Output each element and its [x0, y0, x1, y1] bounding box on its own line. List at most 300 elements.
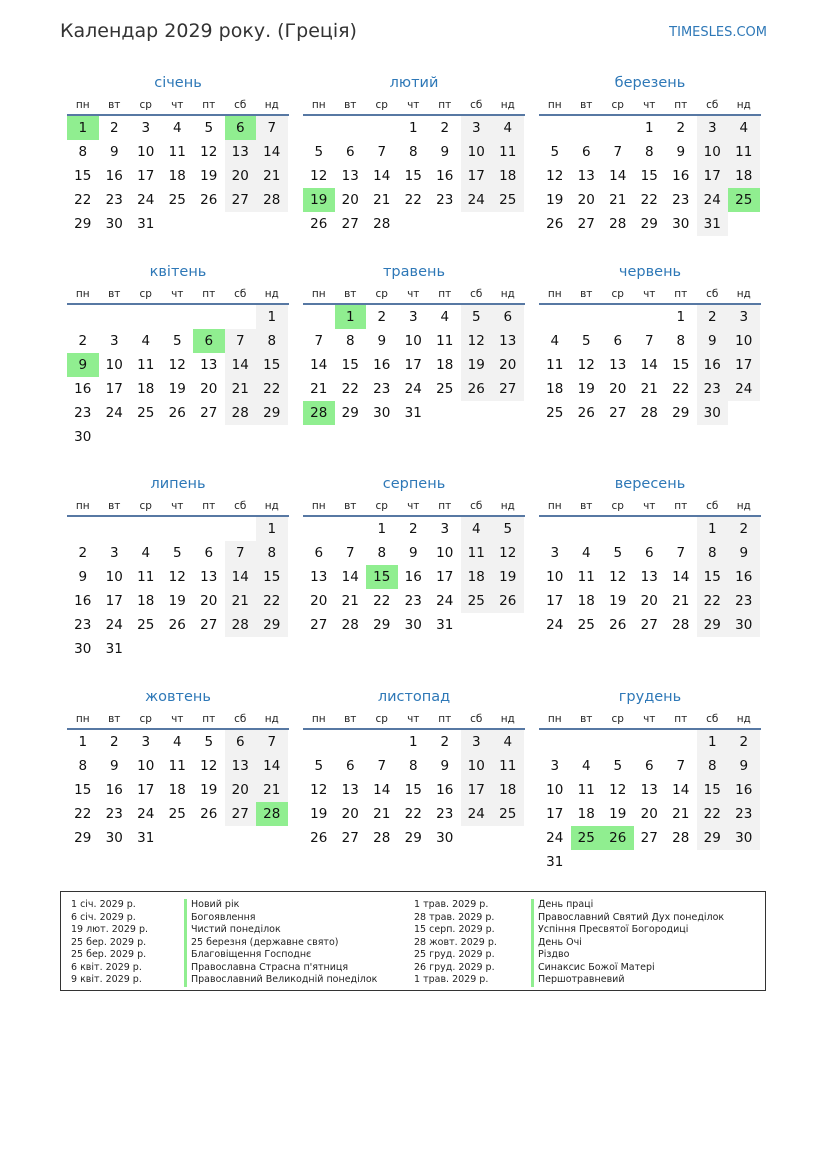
day-cell: 25 — [168, 806, 186, 822]
day-cell: 2 — [109, 734, 119, 750]
day-cell: 3 — [550, 758, 560, 774]
weekday-label: ср — [611, 288, 624, 300]
day-cell: 21 — [256, 778, 288, 802]
holiday-day-cell: 19 — [303, 188, 335, 212]
weekday-label: пт — [674, 713, 688, 725]
weekday-label: нд — [736, 713, 751, 725]
day-cell: 11 — [728, 140, 760, 164]
day-cell: 7 — [314, 333, 324, 349]
day-cell: 21 — [373, 192, 391, 208]
day-cell: 27 — [341, 830, 359, 846]
day-cell: 3 — [141, 120, 151, 136]
day-cell: 6 — [225, 730, 257, 754]
month-block — [539, 687, 761, 874]
empty-cell — [99, 517, 131, 541]
day-cell: 8 — [78, 758, 88, 774]
day-cell: 16 — [373, 357, 391, 373]
day-cell: 1 — [377, 521, 387, 537]
weekday-header — [539, 98, 761, 116]
day-cell: 3 — [728, 305, 760, 329]
day-cell: 3 — [550, 545, 560, 561]
day-cell: 2 — [78, 545, 88, 561]
day-cell: 19 — [609, 593, 627, 609]
empty-cell — [335, 730, 367, 754]
day-cell: 18 — [461, 565, 493, 589]
day-cell: 13 — [310, 569, 328, 585]
day-cell: 4 — [550, 333, 560, 349]
day-cell: 20 — [640, 806, 658, 822]
day-cell: 19 — [168, 593, 186, 609]
day-cell: 16 — [74, 593, 92, 609]
day-cell: 3 — [109, 333, 119, 349]
empty-cell — [130, 517, 162, 541]
weekday-header — [539, 287, 761, 305]
weekday-label: сб — [470, 500, 483, 512]
site-link[interactable]: TIMESLES.COM — [669, 25, 767, 40]
weekday-header — [67, 287, 289, 305]
day-cell: 4 — [581, 758, 591, 774]
day-cell: 24 — [461, 188, 493, 212]
day-cell: 10 — [105, 357, 123, 373]
day-cell: 1 — [697, 730, 729, 754]
day-cell: 2 — [697, 305, 729, 329]
day-cell: 15 — [74, 168, 92, 184]
day-cell: 10 — [461, 754, 493, 778]
day-cell: 4 — [172, 120, 182, 136]
empty-cell — [539, 305, 571, 329]
weekday-label: пт — [202, 99, 216, 111]
day-cell: 3 — [109, 545, 119, 561]
weekday-label: пн — [311, 99, 326, 111]
day-cell: 14 — [373, 168, 391, 184]
weekday-header — [303, 499, 525, 517]
weekday-label: пн — [547, 713, 562, 725]
day-cell: 12 — [168, 569, 186, 585]
day-cell: 6 — [345, 144, 355, 160]
day-cell: 10 — [404, 333, 422, 349]
day-cell: 2 — [78, 333, 88, 349]
day-cell: 14 — [373, 782, 391, 798]
day-cell: 21 — [225, 589, 257, 613]
day-cell: 9 — [408, 545, 418, 561]
day-cell: 20 — [310, 593, 328, 609]
day-cell: 6 — [613, 333, 623, 349]
holiday-date: 1 січ. 2029 р. — [71, 899, 136, 910]
day-cell: 31 — [105, 641, 123, 657]
holiday-name: Православний Святий Дух понеділок — [531, 912, 724, 925]
day-cell: 2 — [440, 734, 450, 750]
day-cell: 15 — [672, 357, 690, 373]
holiday-day-cell: 28 — [303, 401, 335, 425]
weekday-label: чт — [407, 713, 420, 725]
weekday-label: пн — [547, 99, 562, 111]
holiday-dates-left — [71, 899, 148, 987]
day-cell: 28 — [640, 405, 658, 421]
holiday-name: Православна Страсна п'ятниця — [184, 962, 377, 975]
day-cell: 4 — [461, 517, 493, 541]
day-cell: 31 — [137, 216, 155, 232]
holiday-day-cell: 6 — [193, 329, 225, 353]
empty-cell — [602, 305, 634, 329]
weekday-label: пн — [75, 288, 90, 300]
day-cell: 14 — [640, 357, 658, 373]
day-cell: 14 — [225, 565, 257, 589]
day-cell: 10 — [105, 569, 123, 585]
day-grid — [67, 305, 289, 449]
weekday-label: ср — [139, 99, 152, 111]
day-cell: 1 — [256, 305, 288, 329]
weekday-label: вт — [580, 99, 593, 111]
day-cell: 11 — [137, 569, 155, 585]
month-block — [67, 73, 289, 236]
day-cell: 11 — [492, 140, 524, 164]
day-cell: 24 — [697, 188, 729, 212]
weekday-label: сб — [234, 288, 247, 300]
weekday-label: пт — [438, 713, 452, 725]
day-cell: 7 — [644, 333, 654, 349]
day-cell: 5 — [172, 333, 182, 349]
day-cell: 10 — [461, 140, 493, 164]
day-cell: 14 — [225, 353, 257, 377]
day-cell: 7 — [676, 758, 686, 774]
day-cell: 5 — [550, 144, 560, 160]
holiday-name: Синаксис Божої Матері — [531, 962, 724, 975]
holiday-date: 25 бер. 2029 р. — [71, 936, 147, 948]
day-cell: 30 — [697, 401, 729, 425]
day-cell: 1 — [676, 309, 686, 325]
day-cell: 20 — [225, 778, 257, 802]
day-cell: 26 — [310, 216, 328, 232]
day-cell: 29 — [640, 216, 658, 232]
day-cell: 28 — [225, 613, 257, 637]
weekday-label: ср — [611, 500, 624, 512]
day-cell: 18 — [728, 164, 760, 188]
month-name: вересень — [614, 476, 686, 492]
day-cell: 26 — [492, 589, 524, 613]
day-cell: 5 — [204, 120, 214, 136]
day-cell: 7 — [377, 758, 387, 774]
day-cell: 5 — [613, 758, 623, 774]
holiday-day-cell: 28 — [256, 802, 288, 826]
day-cell: 12 — [310, 782, 328, 798]
empty-cell — [634, 730, 666, 754]
day-cell: 11 — [577, 782, 595, 798]
day-cell: 17 — [461, 164, 493, 188]
day-cell: 16 — [105, 782, 123, 798]
month-block — [539, 73, 761, 236]
empty-cell — [665, 730, 697, 754]
day-cell: 24 — [461, 802, 493, 826]
day-cell: 13 — [640, 569, 658, 585]
day-cell: 31 — [436, 617, 454, 633]
day-cell: 5 — [581, 333, 591, 349]
day-grid — [67, 116, 289, 236]
holiday-date: 28 жовт. 2029 р. — [414, 936, 497, 948]
day-cell: 27 — [640, 830, 658, 846]
day-cell: 17 — [461, 778, 493, 802]
day-cell: 15 — [404, 168, 422, 184]
empty-cell — [539, 730, 571, 754]
weekday-label: пт — [674, 288, 688, 300]
day-cell: 11 — [492, 754, 524, 778]
day-cell: 28 — [256, 188, 288, 212]
day-cell: 6 — [314, 545, 324, 561]
holiday-date: 25 груд. 2029 р. — [414, 949, 495, 960]
holiday-day-cell: 15 — [366, 565, 398, 589]
day-cell: 6 — [345, 758, 355, 774]
day-cell: 3 — [408, 309, 418, 325]
weekday-label: сб — [706, 288, 719, 300]
day-cell: 25 — [168, 192, 186, 208]
day-cell: 18 — [137, 593, 155, 609]
day-cell: 14 — [672, 782, 690, 798]
holiday-day-cell: 25 — [571, 826, 603, 850]
day-cell: 20 — [341, 806, 359, 822]
day-cell: 30 — [74, 641, 92, 657]
day-grid — [67, 730, 289, 850]
day-cell: 21 — [672, 593, 690, 609]
empty-cell — [602, 730, 634, 754]
month-name: липень — [150, 476, 206, 492]
day-grid — [539, 305, 761, 425]
day-cell: 13 — [225, 140, 257, 164]
day-cell: 18 — [546, 381, 564, 397]
day-cell: 1 — [408, 734, 418, 750]
day-cell: 22 — [404, 806, 422, 822]
day-cell: 24 — [137, 192, 155, 208]
day-cell: 29 — [74, 216, 92, 232]
day-cell: 9 — [440, 144, 450, 160]
weekday-label: вт — [580, 288, 593, 300]
day-cell: 28 — [373, 216, 391, 232]
weekday-label: сб — [234, 99, 247, 111]
holiday-name: Чистий понеділок — [184, 924, 377, 937]
weekday-label: вт — [344, 500, 357, 512]
weekday-label: нд — [264, 288, 279, 300]
day-grid — [539, 517, 761, 637]
weekday-label: чт — [643, 500, 656, 512]
day-cell: 6 — [492, 305, 524, 329]
day-cell: 5 — [172, 545, 182, 561]
day-cell: 4 — [492, 730, 524, 754]
weekday-label: чт — [643, 99, 656, 111]
day-cell: 23 — [436, 192, 454, 208]
day-cell: 25 — [436, 381, 454, 397]
day-cell: 7 — [613, 144, 623, 160]
day-cell: 29 — [373, 617, 391, 633]
day-cell: 11 — [461, 541, 493, 565]
month-block — [303, 73, 525, 236]
day-cell: 28 — [341, 617, 359, 633]
day-cell: 17 — [697, 164, 729, 188]
day-cell: 24 — [105, 405, 123, 421]
day-cell: 4 — [492, 116, 524, 140]
day-cell: 16 — [404, 569, 422, 585]
weekday-header — [303, 712, 525, 730]
day-cell: 18 — [137, 381, 155, 397]
empty-cell — [634, 517, 666, 541]
holiday-name: Новий рік — [184, 899, 377, 912]
day-cell: 20 — [200, 593, 218, 609]
day-cell: 30 — [404, 617, 422, 633]
weekday-label: чт — [643, 288, 656, 300]
month-block — [539, 474, 761, 637]
day-cell: 1 — [78, 734, 88, 750]
day-cell: 20 — [200, 381, 218, 397]
day-cell: 22 — [74, 806, 92, 822]
day-cell: 4 — [141, 545, 151, 561]
day-cell: 17 — [436, 569, 454, 585]
day-cell: 31 — [697, 212, 729, 236]
day-cell: 28 — [225, 401, 257, 425]
holiday-date: 6 січ. 2029 р. — [71, 911, 136, 923]
weekday-label: вт — [108, 713, 121, 725]
day-cell: 22 — [640, 192, 658, 208]
day-cell: 14 — [256, 140, 288, 164]
day-cell: 2 — [440, 120, 450, 136]
day-cell: 23 — [697, 377, 729, 401]
day-cell: 10 — [728, 329, 760, 353]
day-cell: 26 — [310, 830, 328, 846]
day-cell: 28 — [373, 830, 391, 846]
holiday-name: Першотравневий — [531, 974, 724, 987]
holiday-day-cell: 25 — [728, 188, 760, 212]
day-cell: 26 — [168, 617, 186, 633]
day-cell: 25 — [492, 802, 524, 826]
day-cell: 2 — [408, 521, 418, 537]
holiday-dates-right — [414, 899, 497, 987]
holiday-name: Благовіщення Господнє — [184, 949, 377, 962]
day-cell: 12 — [310, 168, 328, 184]
day-cell: 27 — [225, 188, 257, 212]
day-cell: 8 — [256, 329, 288, 353]
day-cell: 27 — [200, 617, 218, 633]
day-cell: 17 — [105, 593, 123, 609]
day-cell: 27 — [200, 405, 218, 421]
day-cell: 24 — [105, 617, 123, 633]
day-cell: 7 — [225, 329, 257, 353]
day-cell: 15 — [341, 357, 359, 373]
holiday-name: День праці — [531, 899, 724, 912]
weekday-label: чт — [171, 713, 184, 725]
holiday-day-cell: 6 — [225, 116, 257, 140]
day-cell: 30 — [672, 216, 690, 232]
day-cell: 19 — [200, 168, 218, 184]
weekday-header — [303, 98, 525, 116]
weekday-label: чт — [407, 500, 420, 512]
day-cell: 12 — [461, 329, 493, 353]
day-cell: 17 — [137, 782, 155, 798]
day-cell: 22 — [256, 589, 288, 613]
weekday-label: пн — [547, 288, 562, 300]
day-cell: 16 — [436, 168, 454, 184]
holiday-name: Богоявлення — [184, 912, 377, 925]
weekday-label: чт — [171, 500, 184, 512]
day-cell: 20 — [341, 192, 359, 208]
day-cell: 23 — [672, 192, 690, 208]
day-cell: 19 — [609, 806, 627, 822]
day-cell: 10 — [546, 569, 564, 585]
empty-cell — [225, 305, 257, 329]
empty-cell — [303, 116, 335, 140]
day-cell: 10 — [546, 782, 564, 798]
day-cell: 6 — [204, 545, 214, 561]
holiday-date: 25 бер. 2029 р. — [71, 949, 147, 960]
day-cell: 22 — [404, 192, 422, 208]
day-cell: 21 — [256, 164, 288, 188]
day-cell: 23 — [728, 802, 760, 826]
weekday-label: ср — [375, 99, 388, 111]
empty-cell — [571, 305, 603, 329]
day-cell: 10 — [436, 545, 454, 561]
day-cell: 10 — [137, 144, 155, 160]
empty-cell — [303, 305, 335, 329]
weekday-label: пт — [674, 500, 688, 512]
day-cell: 16 — [105, 168, 123, 184]
weekday-label: пт — [202, 713, 216, 725]
weekday-label: ср — [375, 713, 388, 725]
month-name: листопад — [377, 689, 451, 705]
empty-cell — [225, 517, 257, 541]
day-cell: 6 — [644, 545, 654, 561]
weekday-label: пн — [311, 288, 326, 300]
day-cell: 9 — [697, 329, 729, 353]
day-cell: 15 — [256, 565, 288, 589]
day-cell: 29 — [697, 613, 729, 637]
day-cell: 26 — [200, 806, 218, 822]
day-cell: 24 — [436, 593, 454, 609]
day-cell: 29 — [697, 826, 729, 850]
weekday-label: ср — [139, 288, 152, 300]
month-block — [303, 262, 525, 425]
day-cell: 23 — [373, 381, 391, 397]
day-cell: 31 — [546, 854, 564, 870]
day-cell: 8 — [377, 545, 387, 561]
holiday-day-cell: 1 — [335, 305, 367, 329]
weekday-label: пт — [202, 288, 216, 300]
day-cell: 25 — [461, 589, 493, 613]
day-grid — [303, 730, 525, 850]
empty-cell — [335, 517, 367, 541]
day-cell: 12 — [492, 541, 524, 565]
day-cell: 31 — [137, 830, 155, 846]
day-cell: 26 — [609, 617, 627, 633]
weekday-label: вт — [580, 713, 593, 725]
day-cell: 25 — [137, 405, 155, 421]
day-cell: 28 — [609, 216, 627, 232]
weekday-label: пн — [75, 99, 90, 111]
month-name: січень — [154, 75, 202, 91]
empty-cell — [571, 517, 603, 541]
holiday-date: 9 квіт. 2029 р. — [71, 974, 142, 985]
day-cell: 21 — [640, 381, 658, 397]
day-cell: 24 — [546, 830, 564, 846]
day-cell: 18 — [577, 806, 595, 822]
weekday-label: ср — [139, 713, 152, 725]
empty-cell — [539, 116, 571, 140]
day-cell: 15 — [640, 168, 658, 184]
empty-cell — [162, 517, 194, 541]
day-cell: 21 — [225, 377, 257, 401]
day-cell: 26 — [577, 405, 595, 421]
day-cell: 5 — [492, 517, 524, 541]
weekday-label: ср — [375, 288, 388, 300]
holiday-name: 25 березня (державне свято) — [184, 937, 377, 950]
empty-cell — [366, 116, 398, 140]
day-cell: 30 — [436, 830, 454, 846]
day-cell: 26 — [461, 377, 493, 401]
day-cell: 13 — [609, 357, 627, 373]
